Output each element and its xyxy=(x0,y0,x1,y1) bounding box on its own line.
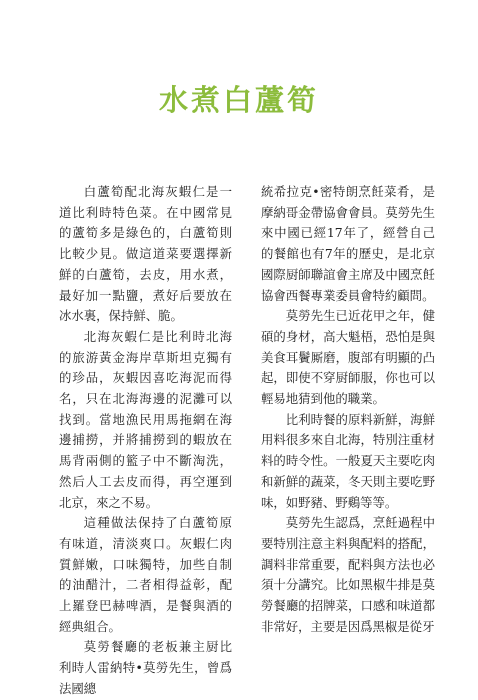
paragraph: 莫勞先生已近花甲之年，健碩的身材，高大魁梧，恐怕是與美食耳鬢厮磨，腹部有明顯的凸起，即使不穿厨師服，你也可以輕易地猜到他的職業。 xyxy=(261,308,435,407)
paragraph-continued: 統希拉克•密特朗烹飪菜肴，是摩納哥金帶協會會員。莫勞先生來中國已經17年了，經營自己的餐館也有7年的歷史，是北京國際厨師聯誼會主席及中國烹飪協會西餐專業委員會特約顧問。 xyxy=(261,184,435,303)
paragraph: 比利時餐的原料新鮮，海鮮用料很多來自北海，特別注重材料的時令性。一般夏天主要吃肉和新鮮的蔬菜，冬天則主要吃野味，如野豬、野鷄等等。 xyxy=(261,411,435,510)
article-column-right xyxy=(261,182,435,637)
paragraph: 莫勞先生認爲，烹飪過程中要特別注意主料與配料的搭配，調料非常重要，配料與方法也必須十分講究。比如黑椒牛排是莫勞餐廳的招牌菜，口感和味道都非常好，主要是因爲黑椒是從牙 xyxy=(261,515,435,634)
article-column-left xyxy=(59,182,232,700)
paragraph: 北海灰蝦仁是比利時北海的旅游黃金海岸草斯坦克獨有的珍品，灰蝦因喜吃海泥而得名，只在北海海邊的泥灘可以找到。當地漁民用馬拖網在海邊捕撈，并將捕撈到的蝦放在馬背兩側的籃子中不斷淘洗，然后人工去皮而得，再空運到北京，來之不易。 xyxy=(59,328,232,510)
paragraph: 白蘆筍配北海灰蝦仁是一道比利時特色菜。在中國常見的蘆筍多是綠色的，白蘆筍則比較少見。做這道菜要選擇新鮮的白蘆筍，去皮，用水煮，最好加一點鹽，煮好后要放在冰水裏，保持鮮、脆。 xyxy=(59,184,232,324)
paragraph: 這種做法保持了白蘆筍原有味道，清淡爽口。灰蝦仁肉質鮮嫩，口味獨特，加些自制的油醋汁，二者相得益彰，配上羅登巴赫啤酒，是餐與酒的經典組合。 xyxy=(59,515,232,634)
page-title: 水煮白蘆筍 xyxy=(158,83,319,117)
paragraph: 莫勞餐廳的老板兼主厨比利時人雷納特•莫勞先生，曾爲法國總 xyxy=(59,639,232,696)
